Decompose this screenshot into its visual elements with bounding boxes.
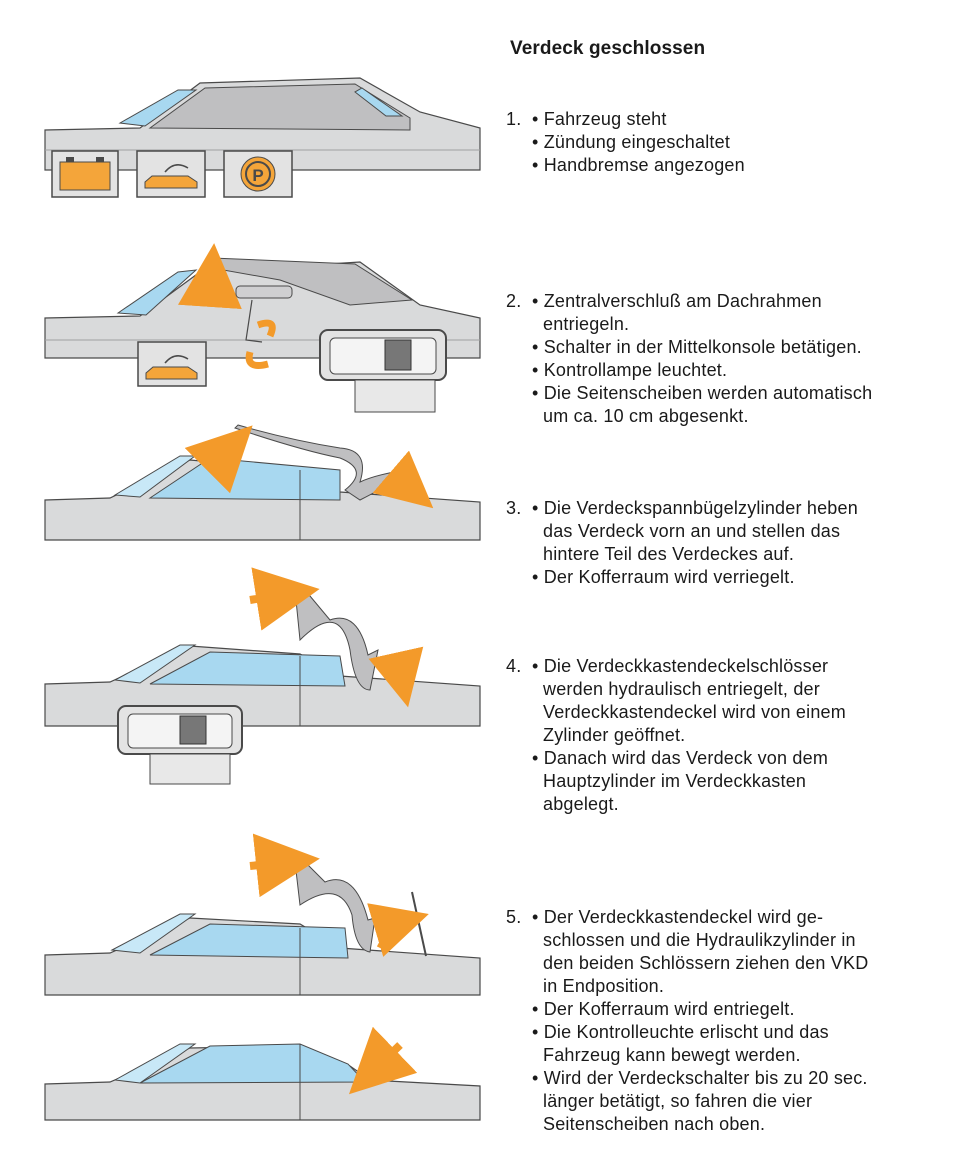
parking-label: P	[252, 166, 264, 185]
step-line: um ca. 10 cm abgesenkt.	[543, 406, 749, 426]
step-4	[506, 655, 846, 816]
step-line: werden hydraulisch entriegelt, der	[543, 679, 820, 699]
step-line: • Zentralverschluß am Dachrahmen	[532, 291, 822, 311]
step-line: den beiden Schlössern ziehen den VKD	[543, 953, 869, 973]
step-line: • Handbremse angezogen	[532, 155, 745, 175]
step-line: • Danach wird das Verdeck von dem	[532, 748, 829, 768]
step-line: • Zündung eingeschaltet	[532, 132, 731, 152]
step-line: • Der Kofferraum wird entriegelt.	[532, 999, 795, 1019]
step-line: • Der Verdeckkastendeckel wird ge-	[532, 907, 824, 927]
console-switch-icon	[320, 330, 446, 412]
step-line: Zylinder geöffnet.	[543, 725, 686, 745]
step-number: 1.	[506, 109, 522, 129]
step-line: hintere Teil des Verdeckes auf.	[543, 544, 795, 564]
step-line: • Die Kontrolleuchte erlischt und das	[532, 1022, 829, 1042]
step-line: abgelegt.	[543, 794, 619, 814]
step-line: in Endposition.	[543, 976, 665, 996]
step-5	[506, 906, 868, 1136]
step-number: 2.	[506, 291, 522, 311]
scene-5a-close-lid	[45, 862, 480, 995]
battery-icon	[52, 151, 118, 197]
scene-2-unlock	[45, 258, 480, 412]
step-2	[506, 290, 872, 428]
step-number: 5.	[506, 907, 522, 927]
scene-5b-final	[45, 1044, 480, 1120]
step-line: Fahrzeug kann bewegt werden.	[543, 1045, 801, 1065]
step-line: Verdeckkastendeckel wird von einem	[543, 702, 846, 722]
step-line: • Die Verdeckspannbügelzylinder heben	[532, 498, 858, 518]
step-number: 3.	[506, 498, 522, 518]
scene-1-closed-roof	[45, 78, 480, 197]
page-title: Verdeck geschlossen	[510, 38, 706, 59]
step-line: schlossen und die Hydraulikzylinder in	[543, 930, 856, 950]
scene-4-stow	[45, 590, 480, 784]
step-line: • Kontrollampe leuchtet.	[532, 360, 728, 380]
step-line: Hauptzylinder im Verdeckkasten	[543, 771, 807, 791]
convertible-roof-icon	[137, 151, 205, 197]
scene-3-raise	[45, 425, 480, 540]
step-line: • Die Verdeckkastendeckelschlösser	[532, 656, 829, 676]
step-line: • Fahrzeug steht	[532, 109, 667, 129]
step-line: länger betätigt, so fahren die vier	[543, 1091, 813, 1111]
step-line: • Schalter in der Mittelkonsole betätigen.	[532, 337, 862, 357]
step-line: • Wird der Verdeckschalter bis zu 20 sec.	[532, 1068, 868, 1088]
step-line: entriegeln.	[543, 314, 630, 334]
step-number: 4.	[506, 656, 522, 676]
step-line: • Die Seitenscheiben werden automatisch	[532, 383, 873, 403]
step-3	[506, 497, 858, 589]
step-1	[506, 108, 745, 177]
step-line: • Der Kofferraum wird verriegelt.	[532, 567, 795, 587]
step-line: das Verdeck vorn an und stellen das	[543, 521, 841, 541]
parking-brake-icon	[224, 151, 292, 197]
step-line: Seitenscheiben nach oben.	[543, 1114, 766, 1134]
